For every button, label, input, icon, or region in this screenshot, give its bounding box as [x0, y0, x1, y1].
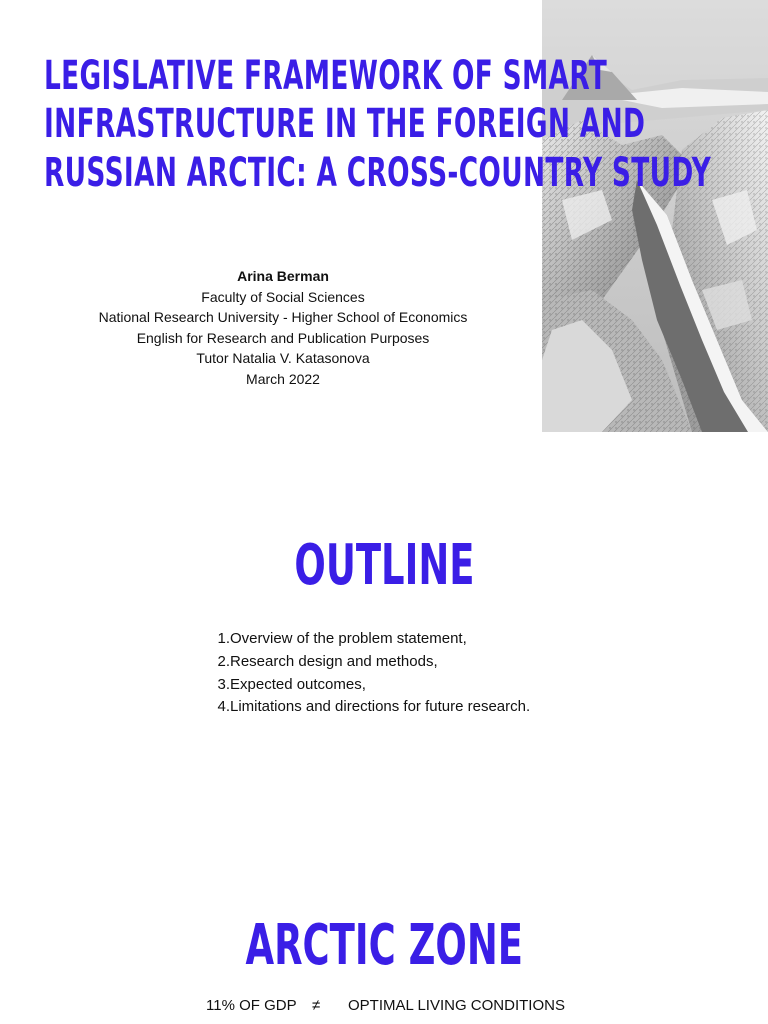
author-name: Arina Berman: [237, 268, 329, 284]
outline-item-number: 4.: [217, 698, 230, 716]
presentation-title: [44, 52, 711, 197]
outline-heading: [0, 532, 768, 600]
arctic-zone-heading-text: ARCTIC ZONE: [245, 913, 523, 978]
arctic-zone-heading: [0, 912, 768, 980]
not-equal-icon: ≠: [312, 997, 321, 1014]
faculty-name: Faculty of Social Sciences: [201, 288, 365, 305]
outline-item: [212, 674, 530, 697]
title-slide: [0, 0, 768, 432]
outline-item: [212, 696, 530, 719]
title-line-3: RUSSIAN ARCTIC: A CROSS-COUNTRY STUDY: [44, 149, 712, 196]
living-conditions-text: OPTIMAL LIVING CONDITIONS: [348, 997, 565, 1014]
outline-item: [212, 651, 530, 674]
outline-item-number: 2.: [217, 652, 230, 670]
outline-heading-text: OUTLINE: [293, 533, 475, 598]
course-name: English for Research and Publication Purposes: [136, 329, 430, 346]
arctic-zone-slide: [0, 784, 768, 1024]
gdp-share-text: 11% OF GDP: [206, 997, 297, 1014]
outline-item: [212, 628, 530, 651]
title-line-1: LEGISLATIVE FRAMEWORK OF SMART: [44, 53, 608, 99]
title-line-2: INFRASTRUCTURE IN THE FOREIGN AND: [44, 101, 646, 148]
outline-list: [212, 628, 530, 719]
university-name: National Research University - Higher School of Economics: [98, 309, 468, 326]
outline-item-text: Overview of the problem statement,: [230, 630, 467, 647]
outline-item-number: 1.: [217, 630, 230, 647]
outline-slide: [0, 432, 768, 784]
outline-item-text: Limitations and directions for future research.: [230, 698, 531, 716]
presentation-date: March 2022: [246, 370, 320, 387]
outline-item-text: Research design and methods,: [230, 652, 438, 670]
tutor-name: Tutor Natalia V. Katasonova: [196, 350, 370, 367]
outline-item-text: Expected outcomes,: [230, 675, 366, 693]
author-info: [50, 266, 516, 390]
outline-item-number: 3.: [217, 675, 230, 693]
